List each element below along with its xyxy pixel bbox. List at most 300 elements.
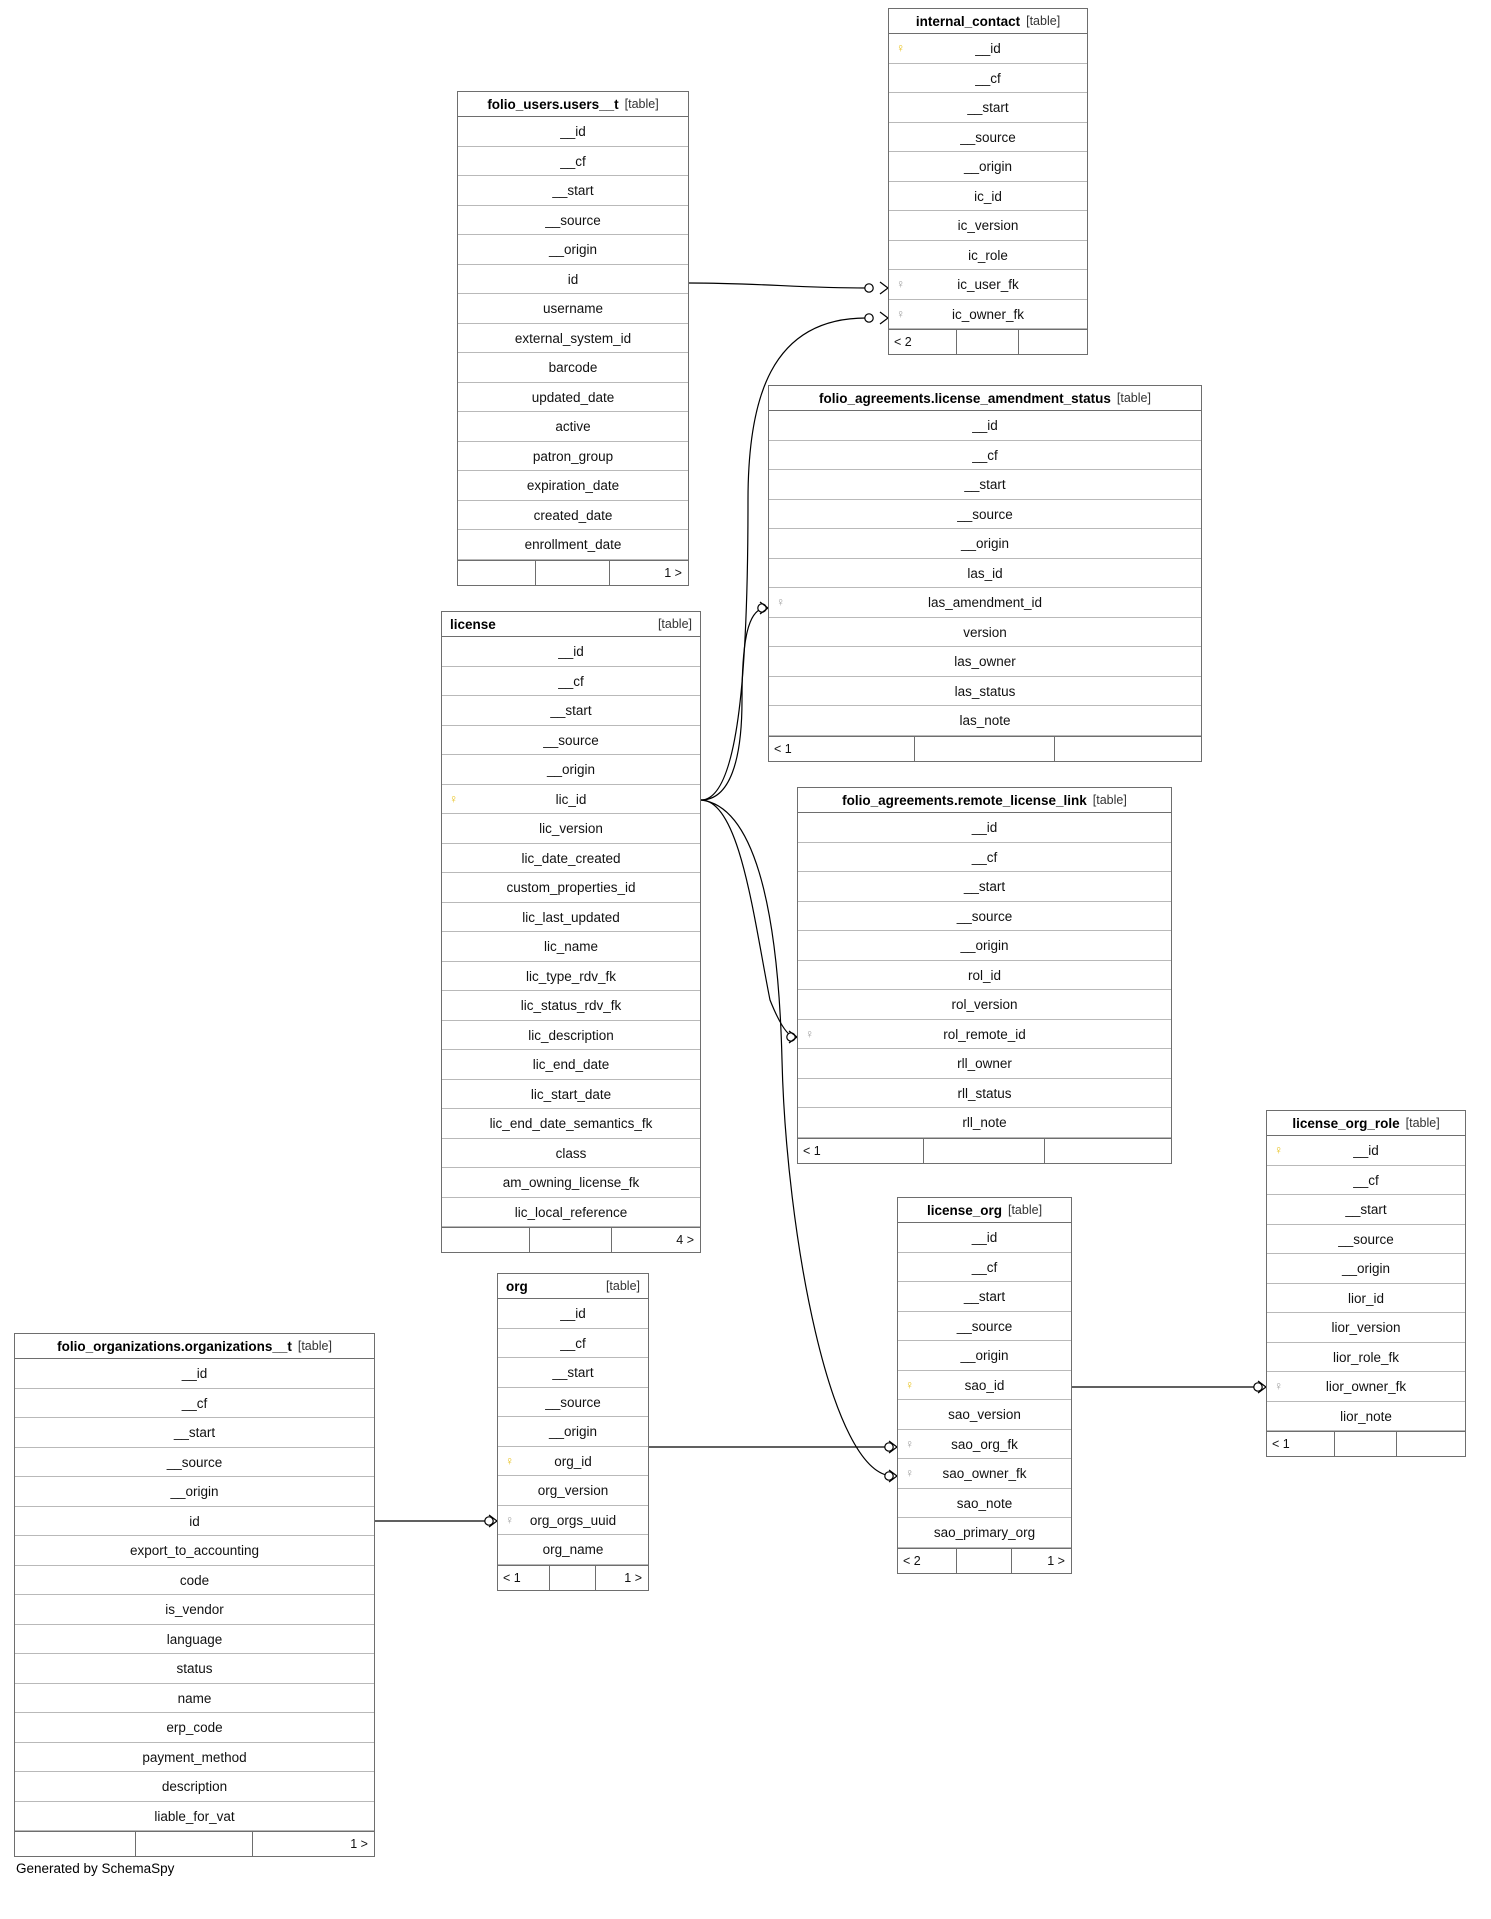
column-name: __source (545, 212, 601, 228)
column-name: sao_owner_fk (942, 1466, 1027, 1481)
crowfoot-circle-4 (787, 1033, 795, 1041)
table-footer-license (442, 1227, 700, 1252)
column-row[interactable] (898, 1341, 1071, 1371)
column-row[interactable] (898, 1400, 1071, 1430)
column-row[interactable] (458, 235, 688, 265)
column-row[interactable] (442, 962, 700, 992)
column-name: id (189, 1513, 200, 1529)
column-name: __id (558, 644, 584, 659)
table-type-tag: [table] (624, 97, 659, 111)
column-row[interactable] (1267, 1195, 1465, 1225)
column-row[interactable] (498, 1299, 648, 1329)
column-name: __start (550, 703, 592, 718)
column-row[interactable] (798, 902, 1171, 932)
column-row[interactable] (1267, 1136, 1465, 1166)
foreign-key-icon: ♀ (505, 1512, 514, 1527)
footer-cell (1397, 1432, 1465, 1456)
table-folio_users_users_t[interactable] (457, 91, 689, 586)
table-remote_license_link[interactable] (797, 787, 1172, 1164)
column-name: rll_owner (957, 1056, 1012, 1071)
column-name: __start (964, 477, 1006, 492)
column-name: __cf (558, 673, 584, 689)
column-row[interactable] (442, 1198, 700, 1228)
column-row[interactable] (798, 1020, 1171, 1050)
column-row[interactable] (458, 501, 688, 531)
footer-cell: < 2 (898, 1549, 957, 1573)
edge-license-las-b (742, 700, 766, 752)
primary-key-icon: ♀ (449, 791, 458, 806)
column-name: __id (560, 124, 586, 139)
column-row[interactable] (15, 1684, 374, 1714)
table-footer-license_org_role (1267, 1431, 1465, 1456)
footer-cell: 1 > (350, 1837, 368, 1851)
column-name: payment_method (142, 1749, 247, 1765)
column-row[interactable] (769, 706, 1201, 736)
footer-cell: < 1 (769, 737, 915, 761)
column-row[interactable] (769, 618, 1201, 648)
column-name: lic_name (543, 939, 599, 954)
column-row[interactable] (442, 903, 700, 933)
column-name: ic_id (974, 188, 1002, 204)
table-title: folio_agreements.remote_license_link (842, 792, 1087, 808)
column-name: __origin (963, 159, 1013, 174)
table-title: folio_agreements.license_amendment_status (819, 390, 1111, 406)
column-name: patron_group (532, 448, 614, 464)
column-name: __cf (1353, 1172, 1379, 1188)
column-row[interactable] (898, 1430, 1071, 1460)
column-name: sao_org_fk (951, 1436, 1018, 1452)
table-title: internal_contact (915, 13, 1021, 29)
column-name: las_id (967, 565, 1003, 581)
schemaspy-credit: Generated by SchemaSpy (16, 1861, 175, 1876)
table-license[interactable] (441, 611, 701, 1253)
arrow-8 (1258, 1381, 1266, 1393)
table-title: license_org (926, 1202, 1002, 1218)
column-row[interactable] (458, 530, 688, 560)
column-row[interactable] (769, 559, 1201, 589)
column-row[interactable] (442, 726, 700, 756)
column-row[interactable] (442, 1139, 700, 1169)
column-row[interactable] (458, 353, 688, 383)
table-title: folio_organizations.organizations__t (57, 1338, 292, 1354)
column-name: __origin (960, 938, 1009, 953)
column-name: lic_start_date (530, 1086, 612, 1102)
column-name: ic_role (968, 247, 1008, 263)
column-row[interactable] (889, 270, 1087, 300)
column-row[interactable] (442, 637, 700, 667)
column-name: __origin (548, 242, 598, 257)
column-row[interactable] (15, 1389, 374, 1419)
column-row[interactable] (15, 1418, 374, 1448)
column-row[interactable] (442, 1168, 700, 1198)
column-name: sao_note (956, 1495, 1013, 1511)
column-row[interactable] (889, 123, 1087, 153)
column-row[interactable] (498, 1535, 648, 1565)
column-row[interactable] (798, 931, 1171, 961)
column-name: lic_version (539, 821, 603, 836)
column-row[interactable] (15, 1595, 374, 1625)
column-name: expiration_date (526, 478, 620, 493)
column-name: las_status (954, 683, 1016, 699)
foreign-key-icon: ♀ (805, 1026, 814, 1041)
footer-cell: 1 > (624, 1570, 643, 1585)
primary-key-icon: ♀ (896, 41, 905, 55)
column-row[interactable] (798, 813, 1171, 843)
foreign-key-icon: ♀ (1274, 1379, 1283, 1393)
column-row[interactable] (15, 1477, 374, 1507)
table-footer-folio_organizations_organizations_t (15, 1831, 374, 1856)
column-name: __id (1353, 1143, 1379, 1158)
table-type-tag: [table] (1026, 14, 1061, 28)
column-name: sao_id (964, 1377, 1005, 1393)
column-row[interactable] (889, 64, 1087, 94)
footer-cell: < 2 (889, 330, 957, 354)
footer-cell: 4 > (676, 1233, 695, 1247)
footer-cell (1045, 1139, 1171, 1163)
column-name: class (555, 1145, 587, 1161)
column-name: code (179, 1572, 210, 1588)
column-name: sao_primary_org (933, 1525, 1036, 1540)
column-name: barcode (548, 360, 598, 375)
column-row[interactable] (769, 647, 1201, 677)
column-row[interactable] (458, 147, 688, 177)
table-header-remote_license_link (798, 788, 1171, 813)
column-row[interactable] (458, 265, 688, 295)
column-row[interactable] (498, 1358, 648, 1388)
table-header-folio_users_users_t (458, 92, 688, 117)
column-name: enrollment_date (524, 537, 622, 552)
column-row[interactable] (889, 93, 1087, 123)
column-name: __cf (971, 849, 998, 865)
column-name: __id (971, 820, 998, 835)
column-row[interactable] (889, 152, 1087, 182)
column-row[interactable] (498, 1447, 648, 1477)
column-name: __source (543, 732, 599, 748)
arrow-4 (789, 1031, 797, 1043)
column-name: username (542, 301, 604, 316)
column-row[interactable] (1267, 1166, 1465, 1196)
column-name: __start (552, 1365, 594, 1380)
table-license_org_role[interactable] (1266, 1110, 1466, 1457)
table-folio_organizations_organizations_t[interactable] (14, 1333, 375, 1857)
column-name: rol_version (951, 997, 1018, 1012)
column-row[interactable] (442, 755, 700, 785)
edge-license-rll (701, 800, 795, 1037)
column-row[interactable] (15, 1625, 374, 1655)
table-org[interactable] (497, 1273, 649, 1591)
arrow-3 (760, 602, 768, 614)
table-footer-internal_contact (889, 329, 1087, 354)
footer-cell (915, 737, 1056, 761)
column-row[interactable] (442, 932, 700, 962)
column-name: created_date (533, 507, 613, 523)
crowfoot-circle-1 (865, 284, 873, 292)
column-row[interactable] (798, 1079, 1171, 1109)
column-row[interactable] (898, 1223, 1071, 1253)
crowfoot-circle-8 (1254, 1383, 1262, 1391)
primary-key-icon: ♀ (505, 1453, 514, 1468)
column-row[interactable] (798, 1049, 1171, 1079)
column-name: rol_id (967, 967, 1002, 983)
column-name: language (166, 1631, 223, 1647)
column-row[interactable] (898, 1253, 1071, 1283)
column-name: __start (552, 183, 594, 198)
column-name: sao_version (948, 1407, 1021, 1422)
column-row[interactable] (15, 1448, 374, 1478)
column-name: id (567, 271, 579, 287)
crowfoot-circle-2 (865, 314, 873, 322)
column-row[interactable] (15, 1743, 374, 1773)
column-row[interactable] (442, 991, 700, 1021)
column-row[interactable] (889, 34, 1087, 64)
column-name: org_id (554, 1453, 592, 1469)
footer-cell (550, 1566, 597, 1590)
column-name: lior_version (1331, 1320, 1401, 1335)
column-row[interactable] (15, 1713, 374, 1743)
column-row[interactable] (889, 211, 1087, 241)
column-row[interactable] (1267, 1254, 1465, 1284)
column-row[interactable] (1267, 1402, 1465, 1432)
column-name: __id (181, 1366, 208, 1381)
table-license_amendment_status[interactable] (768, 385, 1202, 762)
column-row[interactable] (498, 1506, 648, 1536)
column-name: __id (972, 418, 998, 433)
column-row[interactable] (458, 412, 688, 442)
column-row[interactable] (898, 1312, 1071, 1342)
column-row[interactable] (442, 785, 700, 815)
table-type-tag: [table] (1092, 793, 1127, 807)
column-row[interactable] (458, 442, 688, 472)
column-name: active (555, 419, 591, 434)
column-name: __id (560, 1306, 586, 1321)
column-row[interactable] (458, 176, 688, 206)
column-name: __cf (560, 1335, 586, 1351)
column-name: __cf (972, 447, 998, 463)
column-name: ic_user_fk (957, 277, 1019, 292)
table-footer-license_amendment_status (769, 736, 1201, 761)
footer-cell (530, 1228, 613, 1252)
column-name: name (177, 1690, 212, 1706)
column-name: ic_owner_fk (951, 306, 1025, 322)
table-type-tag: [table] (1405, 1116, 1440, 1130)
footer-cell (924, 1139, 1045, 1163)
footer-cell: < 1 (798, 1139, 924, 1163)
footer-cell (15, 1832, 136, 1856)
column-name: description (161, 1779, 228, 1794)
table-type-tag: [table] (1007, 1203, 1043, 1217)
column-name: __origin (960, 536, 1010, 551)
column-name: __origin (548, 1424, 598, 1439)
column-row[interactable] (769, 411, 1201, 441)
footer-cell (957, 330, 1020, 354)
column-row[interactable] (1267, 1372, 1465, 1402)
column-row[interactable] (15, 1359, 374, 1389)
column-name: __source (545, 1394, 601, 1410)
column-row[interactable] (442, 844, 700, 874)
column-row[interactable] (442, 873, 700, 903)
primary-key-icon: ♀ (1274, 1143, 1283, 1157)
column-row[interactable] (442, 1080, 700, 1110)
column-name: lic_last_updated (522, 909, 620, 925)
arrow-1 (880, 282, 888, 294)
column-name: lic_end_date_semantics_fk (489, 1116, 653, 1131)
column-name: erp_code (166, 1720, 223, 1735)
column-row[interactable] (15, 1566, 374, 1596)
column-row[interactable] (898, 1518, 1071, 1548)
footer-cell (1019, 330, 1087, 354)
column-row[interactable] (889, 300, 1087, 330)
column-name: lic_status_rdv_fk (520, 998, 622, 1013)
column-row[interactable] (458, 294, 688, 324)
column-row[interactable] (498, 1388, 648, 1418)
footer-cell (136, 1832, 252, 1856)
column-name: rol_remote_id (943, 1026, 1026, 1042)
column-name: __start (967, 100, 1009, 115)
column-row[interactable] (442, 814, 700, 844)
table-header-folio_organizations_organizations_t (15, 1334, 374, 1359)
column-name: am_owning_license_fk (502, 1175, 640, 1190)
column-name: external_system_id (514, 330, 632, 346)
table-type-tag: [table] (605, 1279, 640, 1293)
footer-cell (957, 1549, 1011, 1573)
column-name: lior_id (1347, 1290, 1385, 1306)
column-row[interactable] (458, 471, 688, 501)
column-name: org_version (537, 1483, 609, 1498)
column-row[interactable] (769, 588, 1201, 618)
table-footer-license_org (898, 1548, 1071, 1573)
column-row[interactable] (769, 441, 1201, 471)
column-name: las_owner (954, 654, 1016, 669)
table-header-license_amendment_status (769, 386, 1201, 411)
column-row[interactable] (15, 1507, 374, 1537)
footer-cell (458, 561, 536, 585)
table-title: license_org_role (1292, 1115, 1400, 1131)
column-row[interactable] (498, 1476, 648, 1506)
column-row[interactable] (798, 990, 1171, 1020)
column-name: __start (1345, 1202, 1387, 1217)
column-row[interactable] (769, 529, 1201, 559)
footer-cell (1335, 1432, 1398, 1456)
footer-cell: < 1 (1267, 1432, 1335, 1456)
column-name: lic_description (528, 1027, 614, 1043)
column-name: __id (975, 41, 1001, 56)
column-row[interactable] (442, 667, 700, 697)
column-row[interactable] (798, 961, 1171, 991)
column-row[interactable] (15, 1654, 374, 1684)
table-internal_contact[interactable] (888, 8, 1088, 355)
column-row[interactable] (898, 1282, 1071, 1312)
footer-cell (536, 561, 609, 585)
column-row[interactable] (442, 1021, 700, 1051)
column-name: lic_date_created (521, 850, 621, 866)
column-name: las_note (959, 713, 1011, 728)
edge-license-las (701, 608, 766, 800)
column-row[interactable] (458, 117, 688, 147)
column-name: __cf (560, 153, 586, 169)
column-name: org_name (542, 1542, 604, 1557)
column-name: __cf (975, 70, 1001, 86)
column-name: las_amendment_id (927, 595, 1043, 610)
table-header-internal_contact (889, 9, 1087, 34)
column-row[interactable] (798, 843, 1171, 873)
column-row[interactable] (798, 872, 1171, 902)
crowfoot-circle-3 (758, 604, 766, 612)
column-name: __cf (181, 1395, 208, 1411)
footer-cell (442, 1228, 530, 1252)
crowfoot-circle-7 (485, 1517, 493, 1525)
column-name: liable_for_vat (154, 1808, 235, 1824)
foreign-key-icon: ♀ (896, 277, 905, 291)
column-name: lic_type_rdv_fk (525, 968, 617, 984)
column-row[interactable] (1267, 1313, 1465, 1343)
column-row[interactable] (442, 1109, 700, 1139)
column-name: lic_local_reference (514, 1204, 628, 1220)
table-license_org[interactable] (897, 1197, 1072, 1574)
table-title: org (506, 1278, 528, 1294)
foreign-key-icon: ♀ (776, 595, 785, 609)
column-row[interactable] (458, 324, 688, 354)
arrow-2 (880, 312, 888, 324)
column-name: updated_date (531, 389, 615, 405)
column-row[interactable] (889, 182, 1087, 212)
column-name: __source (956, 908, 1013, 924)
column-row[interactable] (442, 696, 700, 726)
table-footer-org (498, 1565, 648, 1590)
column-name: __source (956, 1318, 1013, 1334)
table-type-tag: [table] (657, 617, 692, 631)
column-row[interactable] (498, 1329, 648, 1359)
column-row[interactable] (898, 1489, 1071, 1519)
column-name: ic_version (957, 218, 1019, 233)
column-name: rll_status (957, 1085, 1012, 1101)
column-row[interactable] (15, 1802, 374, 1832)
column-row[interactable] (442, 1050, 700, 1080)
column-row[interactable] (1267, 1343, 1465, 1373)
column-row[interactable] (458, 383, 688, 413)
column-name: org_orgs_uuid (529, 1512, 617, 1528)
column-row[interactable] (15, 1772, 374, 1802)
column-row[interactable] (898, 1459, 1071, 1489)
table-type-tag: [table] (297, 1339, 332, 1353)
column-row[interactable] (898, 1371, 1071, 1401)
column-name: lior_note (1340, 1408, 1392, 1424)
column-row[interactable] (769, 500, 1201, 530)
column-name: __start (963, 879, 1006, 894)
table-header-org (498, 1274, 648, 1299)
column-name: __source (957, 506, 1013, 522)
column-row[interactable] (889, 241, 1087, 271)
table-header-license_org (898, 1198, 1071, 1223)
column-row[interactable] (769, 470, 1201, 500)
column-row[interactable] (458, 206, 688, 236)
column-row[interactable] (798, 1108, 1171, 1138)
column-name: __origin (1341, 1261, 1391, 1276)
column-row[interactable] (1267, 1225, 1465, 1255)
column-row[interactable] (498, 1417, 648, 1447)
column-row[interactable] (769, 677, 1201, 707)
column-row[interactable] (1267, 1284, 1465, 1314)
column-name: __cf (971, 1259, 998, 1275)
table-title: license (450, 616, 496, 632)
arrow-6 (889, 1441, 897, 1453)
column-name: __origin (170, 1484, 219, 1499)
arrow-7 (489, 1515, 497, 1527)
arrow-5 (889, 1470, 897, 1482)
edge-users-internal_contact (689, 283, 866, 288)
column-name: __source (1338, 1231, 1394, 1247)
table-header-license (442, 612, 700, 637)
column-row[interactable] (15, 1536, 374, 1566)
